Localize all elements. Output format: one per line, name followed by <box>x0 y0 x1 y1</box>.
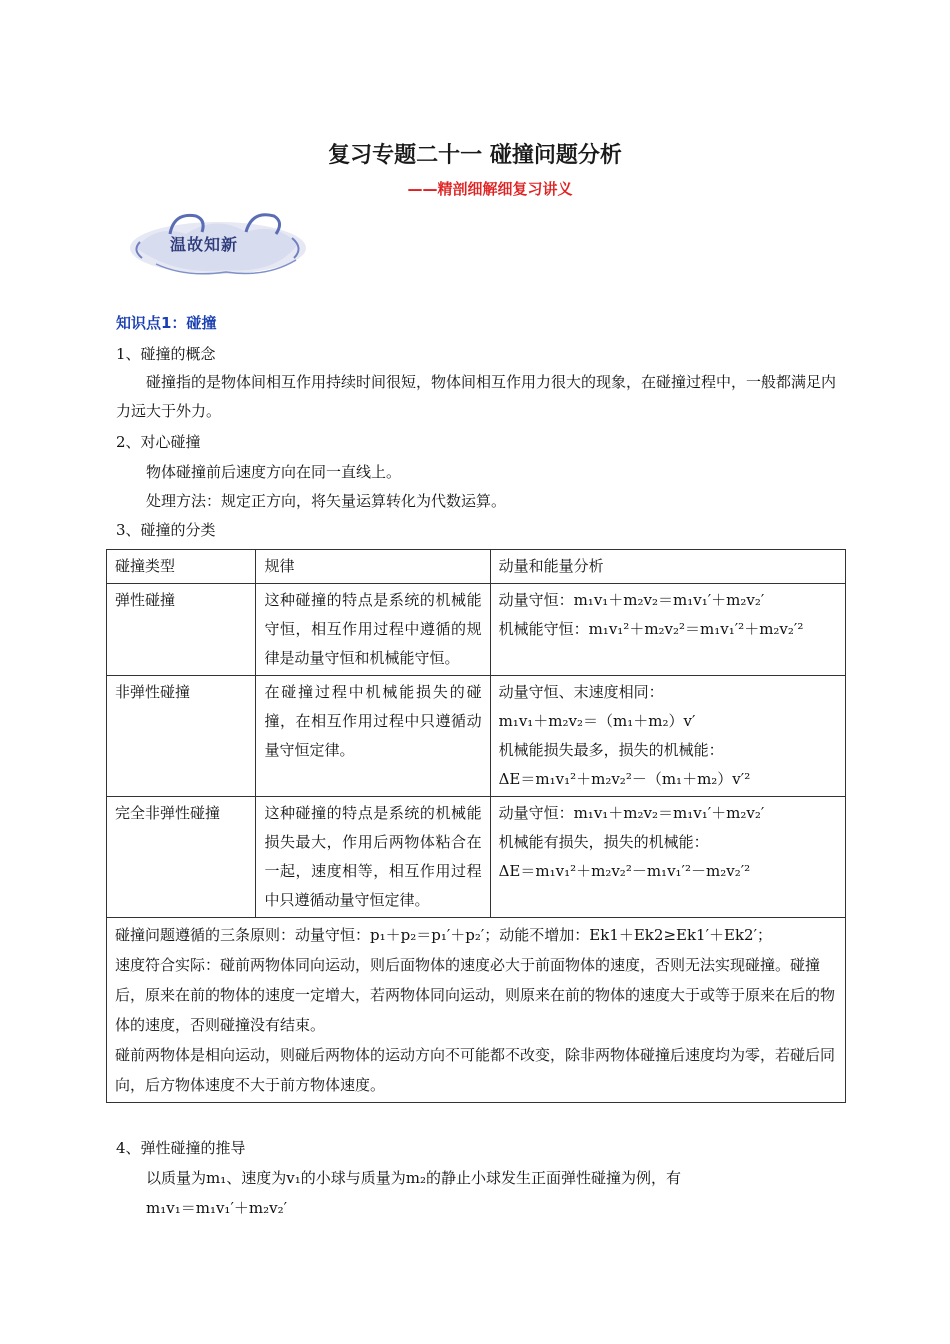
section-4-heading: 4、弹性碰撞的推导 <box>116 1139 246 1157</box>
table-header-cell: 规律 <box>256 550 490 584</box>
analysis-line: ΔE＝m₁v₁²＋m₂v₂²－m₁v₁′²－m₂v₂′² <box>498 862 751 880</box>
table-row <box>107 676 846 797</box>
collision-rule: 在碰撞过程中机械能损失的碰撞，在相互作用过程中只遵循动量守恒定律。 <box>256 676 490 797</box>
principle-paragraph: 碰前两物体是相向运动，则碰后两物体的运动方向不可能都不改变，除非两物体碰撞后速度均为零，若碰后同向，后方物体速度不大于前方物体速度。 <box>115 1046 836 1094</box>
section-2-heading: 2、对心碰撞 <box>116 433 201 451</box>
section-1-heading: 1、碰撞的概念 <box>116 345 216 363</box>
collision-rule: 这种碰撞的特点是系统的机械能损失最大，作用后两物体粘合在一起，速度相等，相互作用过程中只遵循动量守恒定律。 <box>256 797 490 918</box>
analysis-line: m₁v₁＋m₂v₂＝（m₁＋m₂）v′ <box>498 712 696 730</box>
review-banner <box>126 204 306 284</box>
collision-analysis <box>490 676 845 797</box>
collision-analysis <box>490 584 845 676</box>
collision-type: 完全非弹性碰撞 <box>107 797 256 918</box>
section-4-line-1: 以质量为m₁、速度为v₁的小球与质量为m₂的静止小球发生正面弹性碰撞为例，有 <box>146 1169 681 1187</box>
section-4-formula: m₁v₁＝m₁v₁′＋m₂v₂′ <box>146 1199 287 1217</box>
analysis-line: 动量守恒、末速度相同： <box>498 683 664 701</box>
table-header-cell: 碰撞类型 <box>107 550 256 584</box>
table-header-cell: 动量和能量分析 <box>490 550 845 584</box>
collision-principles <box>107 918 846 1103</box>
knowledge-point-heading: 知识点1：碰撞 <box>116 314 217 332</box>
table-footer-row <box>107 918 846 1103</box>
section-2-line-2: 处理方法：规定正方向，将矢量运算转化为代数运算。 <box>146 492 507 510</box>
table-row <box>107 584 846 676</box>
principle-line: 碰撞问题遵循的三条原则：动量守恒：p₁＋p₂＝p₁′＋p₂′；动能不增加：Ek1＋Ek2≥Ek1′＋Ek2′； <box>115 926 772 944</box>
analysis-line: 动量守恒：m₁v₁＋m₂v₂＝m₁v₁′＋m₂v₂′ <box>498 591 765 609</box>
table-row <box>107 797 846 918</box>
analysis-line: 机械能有损失，损失的机械能： <box>498 833 709 851</box>
section-2-line-1: 物体碰撞前后速度方向在同一直线上。 <box>146 463 402 481</box>
page-title: 复习专题二十一 碰撞问题分析 <box>328 143 622 168</box>
section-1-body: 碰撞指的是物体间相互作用持续时间很短，物体间相互作用力很大的现象，在碰撞过程中，一般都满足内力远大于外力。 <box>116 373 837 420</box>
analysis-line: 机械能损失最多，损失的机械能： <box>498 741 724 759</box>
collision-rule: 这种碰撞的特点是系统的机械能守恒，相互作用过程中遵循的规律是动量守恒和机械能守恒。 <box>256 584 490 676</box>
analysis-line: ΔE＝m₁v₁²＋m₂v₂²－（m₁＋m₂）v′² <box>498 770 751 788</box>
analysis-line: 动量守恒：m₁v₁＋m₂v₂＝m₁v₁′＋m₂v₂′ <box>498 804 765 822</box>
analysis-line: 机械能守恒：m₁v₁²＋m₂v₂²＝m₁v₁′²＋m₂v₂′² <box>498 620 804 638</box>
table-header-row <box>107 550 846 584</box>
section-3-heading: 3、碰撞的分类 <box>116 521 216 539</box>
collision-classification-table <box>106 549 846 1103</box>
banner-text: 温故知新 <box>170 235 239 254</box>
principle-paragraph: 速度符合实际：碰前两物体同向运动，则后面物体的速度必大于前面物体的速度，否则无法实现碰撞。碰撞后，原来在前的物体的速度一定增大，若两物体同向运动，则原来在前的物体的速度大于或等于原来在后的物体的速度，否则碰撞没有结束。 <box>115 956 836 1034</box>
page-subtitle: ——精剖细解细复习讲义 <box>407 180 573 198</box>
collision-type: 非弹性碰撞 <box>107 676 256 797</box>
collision-analysis <box>490 797 845 918</box>
collision-type: 弹性碰撞 <box>107 584 256 676</box>
